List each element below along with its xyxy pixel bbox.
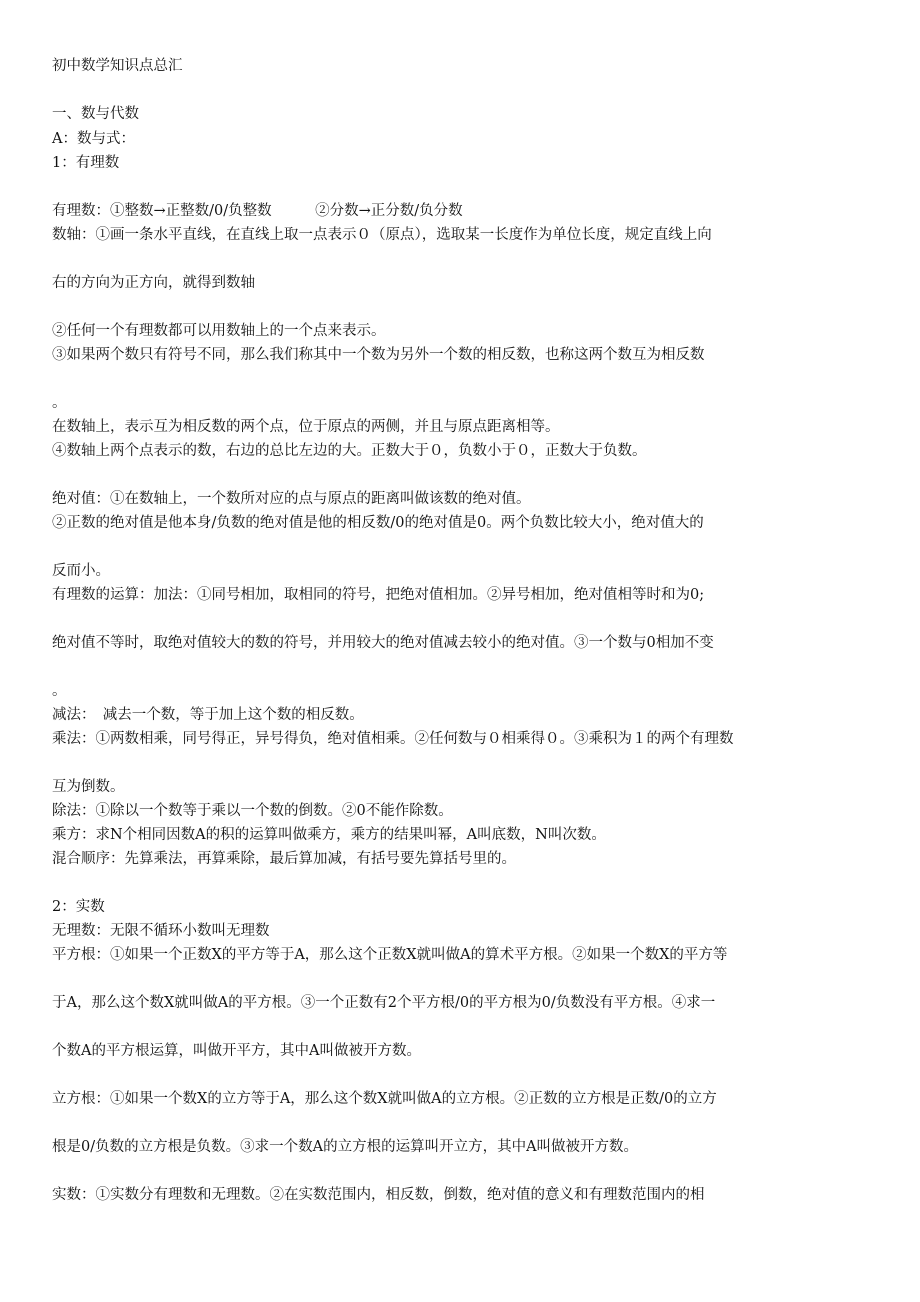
text-line: 。 (52, 395, 67, 411)
text-line: 根是0/负数的立方根是负数。③求一个数A的立方根的运算叫开立方，其中A叫做被开方数。 (52, 1139, 639, 1155)
text-line: 互为倒数。 (52, 779, 125, 795)
section-heading: 一、数与代数 (52, 106, 139, 122)
topic-heading: 2：实数 (52, 899, 105, 915)
text-line: 绝对值不等时，取绝对值较大的数的符号，并用较大的绝对值减去较小的绝对值。③一个数与0相加不变 (52, 635, 714, 651)
text-line: 绝对值：①在数轴上，一个数所对应的点与原点的距离叫做该数的绝对值。 (52, 491, 531, 507)
text-line: 减法： 减去一个数，等于加上这个数的相反数。 (52, 707, 364, 723)
text-line: 。 (52, 683, 67, 699)
text-line: 乘方：求N个相同因数A的积的运算叫做乘方，乘方的结果叫幂，A叫底数，N叫次数。 (52, 827, 606, 843)
text-line: ②正数的绝对值是他本身/负数的绝对值是他的相反数/0的绝对值是0。两个负数比较大小，绝对值大的 (52, 515, 704, 531)
text-line: ③如果两个数只有符号不同，那么我们称其中一个数为另外一个数的相反数，也称这两个数互为相反数 (52, 347, 705, 363)
text-line: 有理数的运算：加法：①同号相加，取相同的符号，把绝对值相加。②异号相加，绝对值相等时和为0; (52, 587, 705, 603)
text-line: 有理数：①整数→正整数/0/负整数 ②分数→正分数/负分数 (52, 203, 463, 219)
text-line: 在数轴上，表示互为相反数的两个点，位于原点的两侧，并且与原点距离相等。 (52, 419, 560, 435)
text-line: 实数：①实数分有理数和无理数。②在实数范围内，相反数，倒数，绝对值的意义和有理数范围内的相 (52, 1187, 705, 1203)
text-line: 右的方向为正方向，就得到数轴 (52, 275, 255, 291)
doc-title: 初中数学知识点总汇 (52, 58, 183, 74)
text-line: 立方根：①如果一个数X的立方等于A，那么这个数X就叫做A的立方根。②正数的立方根是正数/0的立方 (52, 1091, 717, 1107)
topic-heading: 1：有理数 (52, 155, 120, 171)
subsection-heading: A：数与式： (52, 131, 135, 147)
text-line: 乘法：①两数相乘，同号得正，异号得负，绝对值相乘。②任何数与０相乘得０。③乘积为１的两个有理数 (52, 731, 734, 747)
text-line: 平方根：①如果一个正数X的平方等于A，那么这个正数X就叫做A的算术平方根。②如果一个数X的平方等 (52, 947, 728, 963)
text-line: 除法：①除以一个数等于乘以一个数的倒数。②0不能作除数。 (52, 803, 453, 819)
text-line: 数轴：①画一条水平直线，在直线上取一点表示０（原点），选取某一长度作为单位长度，规定直线上向 (52, 227, 712, 243)
text-line: ④数轴上两个点表示的数，右边的总比左边的大。正数大于０，负数小于０，正数大于负数。 (52, 443, 647, 459)
text-line: 于A，那么这个数X就叫做A的平方根。③一个正数有2个平方根/0的平方根为0/负数没有平方根。④求一 (52, 995, 716, 1011)
text-line: 无理数：无限不循环小数叫无理数 (52, 923, 270, 939)
text-line: 混合顺序：先算乘法，再算乘除，最后算加减，有括号要先算括号里的。 (52, 851, 516, 867)
text-line: ②任何一个有理数都可以用数轴上的一个点来表示。 (52, 323, 386, 339)
text-line: 反而小。 (52, 563, 110, 579)
text-line: 个数A的平方根运算，叫做开平方，其中A叫做被开方数。 (52, 1043, 421, 1059)
